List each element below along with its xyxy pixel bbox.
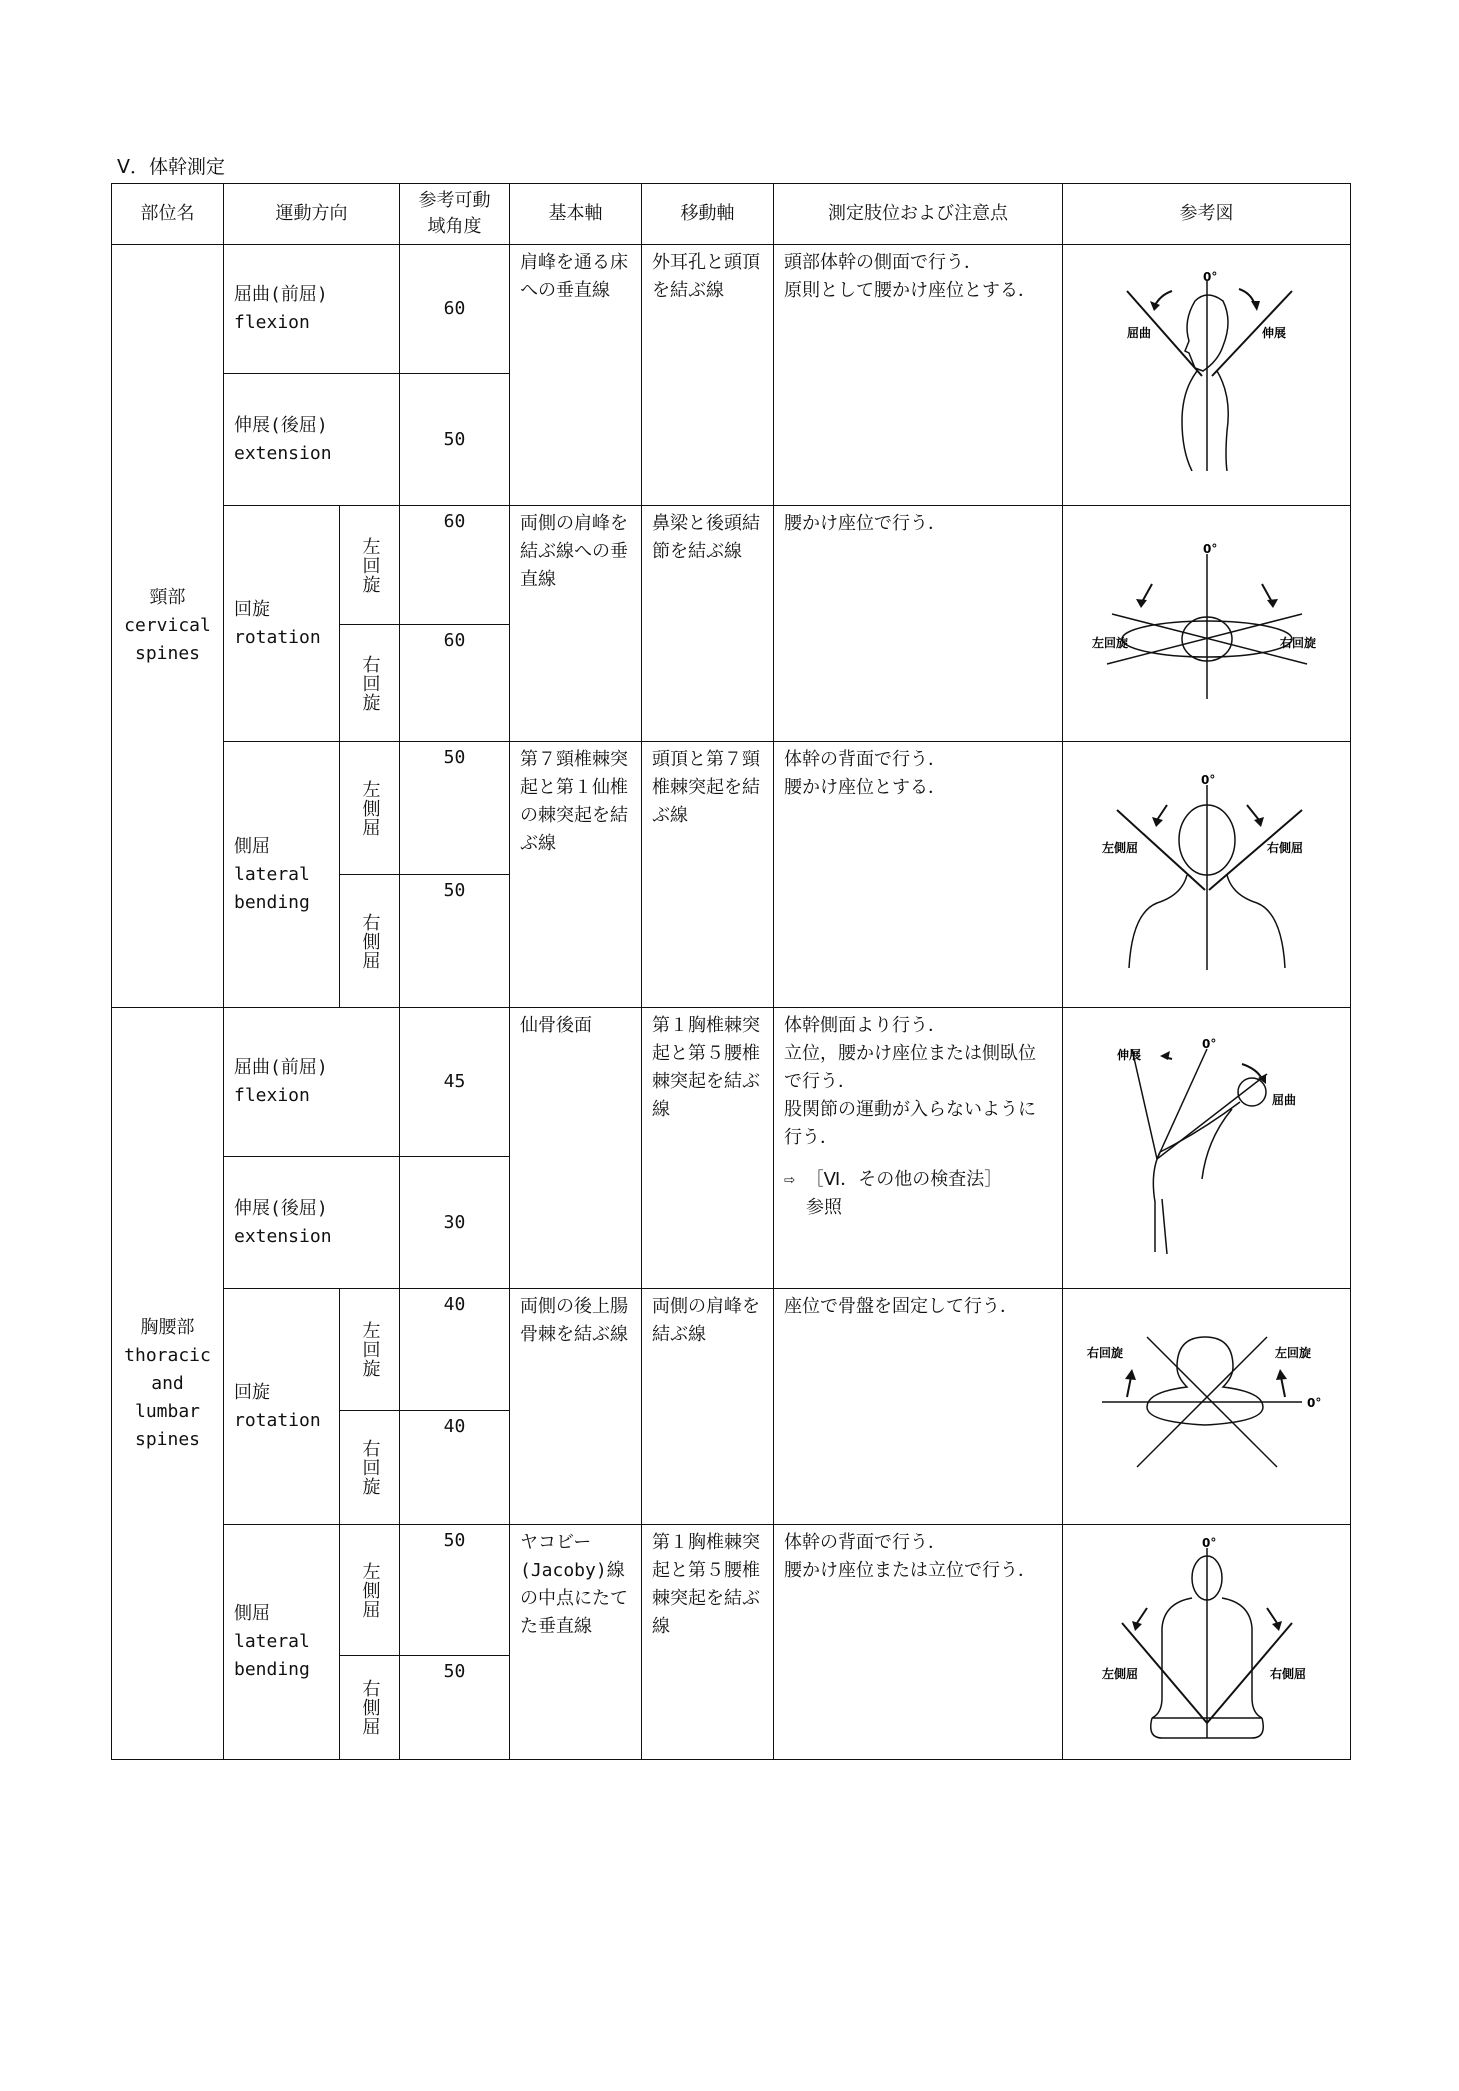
right-bending-label: 右側屈 xyxy=(1266,841,1303,855)
sub-direction-right-bending: 右側屈 xyxy=(340,875,400,1008)
base-axis: 両側の後上腸骨棘を結ぶ線 xyxy=(510,1289,642,1525)
table-row xyxy=(112,245,1351,374)
sub-direction-left-rotation: 左回旋 xyxy=(340,1289,400,1411)
trunk-rotation-illustration xyxy=(1087,1327,1327,1477)
notes: 座位で骨盤を固定して行う． xyxy=(774,1289,1063,1525)
trunk-flexion-illustration xyxy=(1112,1034,1302,1254)
header-notes: 測定肢位および注意点 xyxy=(774,184,1063,245)
direction-flexion: 屈曲(前屈) flexion xyxy=(224,1008,400,1157)
neck-rotation-illustration xyxy=(1092,539,1322,699)
table-row xyxy=(112,1008,1351,1157)
moving-axis: 頭頂と第７頸椎棘突起を結ぶ線 xyxy=(642,742,774,1008)
zero-degree-label: 0° xyxy=(1202,270,1217,284)
angle-value: 50 xyxy=(400,742,510,875)
table-row xyxy=(112,506,1351,625)
notes: 体幹の背面で行う． 腰かけ座位とする． xyxy=(774,742,1063,1008)
direction-lateral-bending: 側屈 lateral bending xyxy=(224,1525,340,1760)
figure-trunk-flexion xyxy=(1063,1008,1351,1289)
base-axis: 肩峰を通る床への垂直線 xyxy=(510,245,642,506)
sub-direction-left-bending: 左側屈 xyxy=(340,1525,400,1656)
figure-neck-flexion xyxy=(1063,245,1351,506)
angle-value: 50 xyxy=(400,875,510,1008)
header-direction: 運動方向 xyxy=(224,184,400,245)
zero-degree-label: 0° xyxy=(1201,1036,1216,1051)
figure-neck-lateral-bending xyxy=(1063,742,1351,1008)
sub-direction-right-bending: 右側屈 xyxy=(340,1656,400,1760)
left-bending-label: 左側屈 xyxy=(1101,1666,1138,1681)
moving-axis: 外耳孔と頭頂を結ぶ線 xyxy=(642,245,774,506)
sub-direction-right-rotation: 右回旋 xyxy=(340,625,400,742)
moving-axis: 両側の肩峰を結ぶ線 xyxy=(642,1289,774,1525)
figure-trunk-lateral-bending xyxy=(1063,1525,1351,1760)
reference-link: ［Ⅵ．その他の検査法］ xyxy=(805,1169,1003,1190)
right-rotation-label: 右回旋 xyxy=(1086,1346,1123,1360)
angle-value: 40 xyxy=(400,1411,510,1525)
angle-value: 60 xyxy=(400,625,510,742)
extension-label: 伸展 xyxy=(1261,325,1286,340)
sub-direction-right-rotation: 右回旋 xyxy=(340,1411,400,1525)
angle-value: 50 xyxy=(400,374,510,506)
angle-value: 50 xyxy=(400,1656,510,1760)
neck-lateral-bending-illustration xyxy=(1097,770,1317,970)
header-base-axis: 基本軸 xyxy=(510,184,642,245)
angle-value: 30 xyxy=(400,1157,510,1289)
base-axis: ヤコビー(Jacoby)線の中点にたてた垂直線 xyxy=(510,1525,642,1760)
direction-lateral-bending: 側屈 lateral bending xyxy=(224,742,340,1008)
table-row xyxy=(112,1289,1351,1411)
arrow-right-icon: ⇨ xyxy=(784,1169,795,1190)
left-bending-label: 左側屈 xyxy=(1101,841,1138,855)
base-axis: 仙骨後面 xyxy=(510,1008,642,1289)
figure-neck-rotation xyxy=(1063,506,1351,742)
left-rotation-label: 左回旋 xyxy=(1091,636,1128,650)
section-title: Ⅴ．体幹測定 xyxy=(117,156,225,178)
left-rotation-label: 左回旋 xyxy=(1274,1346,1311,1360)
moving-axis: 第１胸椎棘突起と第５腰椎棘突起を結ぶ線 xyxy=(642,1008,774,1289)
zero-degree-label: 0° xyxy=(1201,1535,1216,1550)
base-axis: 両側の肩峰を結ぶ線への垂直線 xyxy=(510,506,642,742)
direction-extension: 伸展(後屈) extension xyxy=(224,1157,400,1289)
notes: 腰かけ座位で行う． xyxy=(774,506,1063,742)
moving-axis: 鼻梁と後頭結節を結ぶ線 xyxy=(642,506,774,742)
header-angle: 参考可動域角度 xyxy=(400,184,510,245)
trunk-measurement-table xyxy=(111,183,1351,1760)
neck-flexion-illustration xyxy=(1117,271,1297,471)
header-part: 部位名 xyxy=(112,184,224,245)
header-moving-axis: 移動軸 xyxy=(642,184,774,245)
figure-trunk-rotation xyxy=(1063,1289,1351,1525)
right-rotation-label: 右回旋 xyxy=(1279,636,1316,650)
table-row xyxy=(112,742,1351,875)
notes: 頭部体幹の側面で行う． 原則として腰かけ座位とする． xyxy=(774,245,1063,506)
right-bending-label: 右側屈 xyxy=(1269,1666,1306,1681)
angle-value: 60 xyxy=(400,506,510,625)
reference-suffix: 参照 xyxy=(806,1197,842,1218)
notes: 体幹の背面で行う． 腰かけ座位または立位で行う． xyxy=(774,1525,1063,1760)
part-cervical: 頸部 cervical spines xyxy=(112,245,224,1008)
base-axis: 第７頸椎棘突起と第１仙椎の棘突起を結ぶ線 xyxy=(510,742,642,1008)
flexion-label: 屈曲 xyxy=(1126,325,1151,340)
sub-direction-left-rotation: 左回旋 xyxy=(340,506,400,625)
zero-degree-label: 0° xyxy=(1306,1396,1321,1410)
part-thoracic-lumbar: 胸腰部 thoracic and lumbar spines xyxy=(112,1008,224,1760)
header-figure: 参考図 xyxy=(1063,184,1351,245)
direction-rotation: 回旋 rotation xyxy=(224,1289,340,1525)
moving-axis: 第１胸椎棘突起と第５腰椎棘突起を結ぶ線 xyxy=(642,1525,774,1760)
zero-degree-label: 0° xyxy=(1202,542,1217,556)
direction-rotation: 回旋 rotation xyxy=(224,506,340,742)
header-row xyxy=(112,184,1351,245)
sub-direction-left-bending: 左側屈 xyxy=(340,742,400,875)
extension-label: 伸展 xyxy=(1116,1047,1141,1062)
notes: 体幹側面より行う． 立位，腰かけ座位または側臥位で行う． 股関節の運動が入らないように行う． ⇨ ［Ⅵ．その他の検査法］ 参照 xyxy=(774,1008,1063,1289)
direction-extension: 伸展(後屈) extension xyxy=(224,374,400,506)
angle-value: 50 xyxy=(400,1525,510,1656)
table-row xyxy=(112,1525,1351,1656)
direction-flexion: 屈曲(前屈) flexion xyxy=(224,245,400,374)
angle-value: 60 xyxy=(400,245,510,374)
flexion-label: 屈曲 xyxy=(1271,1092,1296,1107)
angle-value: 45 xyxy=(400,1008,510,1157)
zero-degree-label: 0° xyxy=(1200,773,1215,787)
angle-value: 40 xyxy=(400,1289,510,1411)
trunk-lateral-bending-illustration xyxy=(1102,1533,1312,1743)
